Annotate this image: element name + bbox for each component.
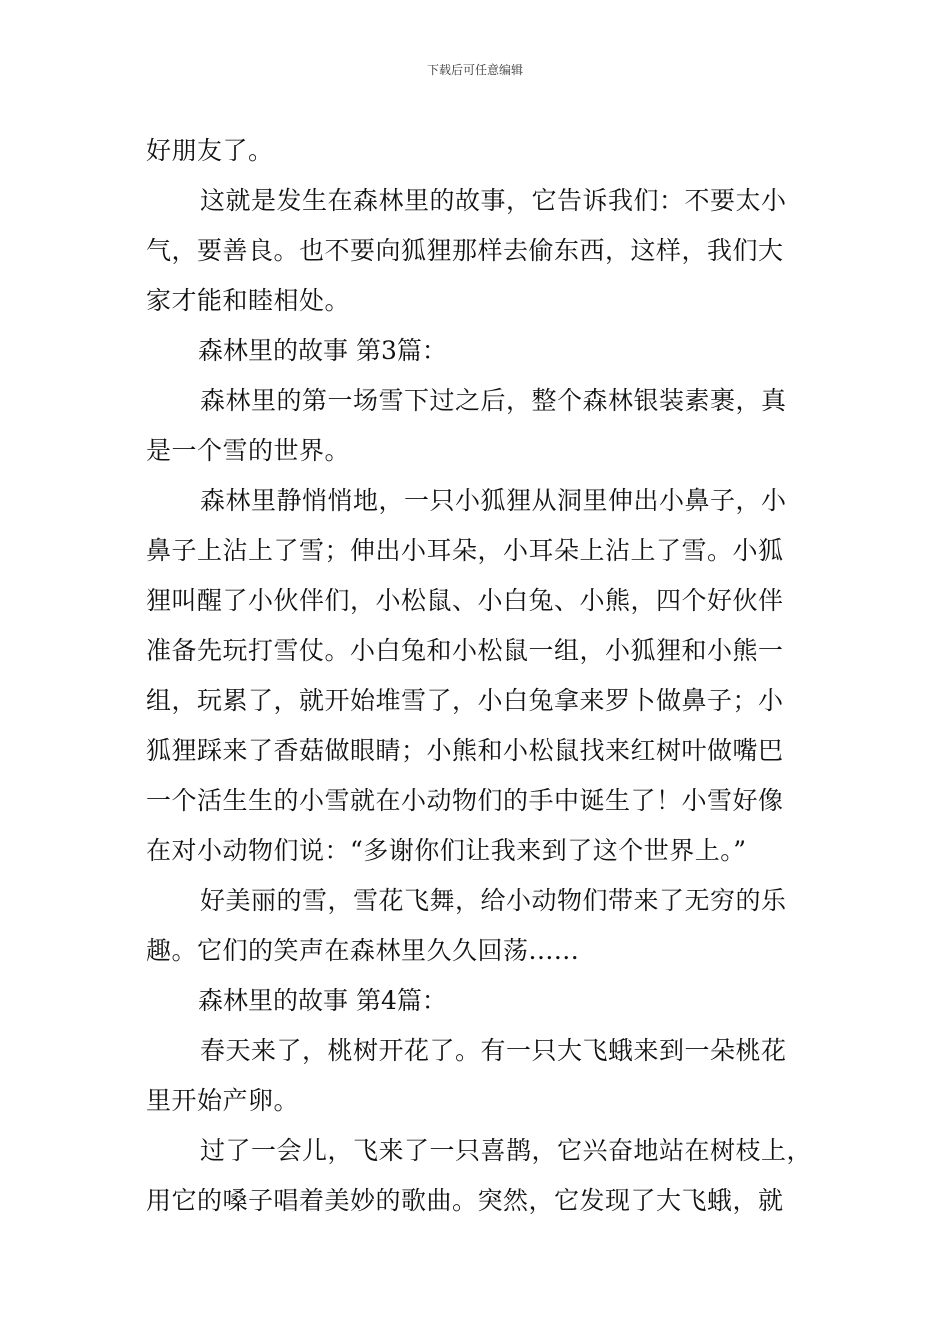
- text-line: 过了一会儿，飞来了一只喜鹊，它兴奋地站在树枝上，: [200, 1136, 813, 1165]
- text-line: 家才能和睦相处。: [146, 286, 351, 315]
- text-line: 准备先玩打雪仗。小白兔和小松鼠一组，小狐狸和小熊一: [146, 636, 784, 665]
- text-line: 一个活生生的小雪就在小动物们的手中诞生了！小雪好像: [146, 786, 784, 815]
- text-line: 在对小动物们说：“多谢你们让我来到了这个世界上。”: [146, 836, 747, 865]
- text-line: 鼻子上沾上了雪；伸出小耳朵，小耳朵上沾上了雪。小狐: [146, 536, 784, 565]
- text-line: 森林里静悄悄地，一只小狐狸从洞里伸出小鼻子，小: [200, 486, 787, 515]
- text-line: 森林里的第一场雪下过之后，整个森林银装素裹，真: [200, 386, 787, 415]
- text-line: 里开始产卵。: [146, 1086, 300, 1115]
- section-heading: 森林里的故事 第4篇：: [198, 986, 447, 1015]
- text-line: 是一个雪的世界。: [146, 436, 351, 465]
- section-heading: 森林里的故事 第3篇：: [198, 336, 447, 365]
- text-line: 这就是发生在森林里的故事，它告诉我们：不要太小: [200, 186, 787, 215]
- text-line: 狸叫醒了小伙伴们，小松鼠、小白兔、小熊，四个好伙伴: [146, 586, 784, 615]
- document-body: [146, 126, 836, 1226]
- text-line: 狐狸踩来了香菇做眼睛；小熊和小松鼠找来红树叶做嘴巴: [146, 736, 784, 765]
- page-header: 下载后可任意编辑: [426, 63, 523, 77]
- text-line: 好美丽的雪，雪花飞舞，给小动物们带来了无穷的乐: [200, 886, 787, 915]
- text-line: 春天来了，桃树开花了。有一只大飞蛾来到一朵桃花: [200, 1036, 787, 1065]
- text-line: 组，玩累了，就开始堆雪了，小白兔拿来罗卜做鼻子；小: [146, 686, 784, 715]
- text-line: 趣。它们的笑声在森林里久久回荡......: [146, 936, 580, 965]
- text-line: 好朋友了。: [146, 136, 274, 165]
- text-line: 气，要善良。也不要向狐狸那样去偷东西，这样，我们大: [146, 236, 784, 265]
- text-line: 用它的嗓子唱着美妙的歌曲。突然，它发现了大飞蛾，就: [146, 1186, 784, 1215]
